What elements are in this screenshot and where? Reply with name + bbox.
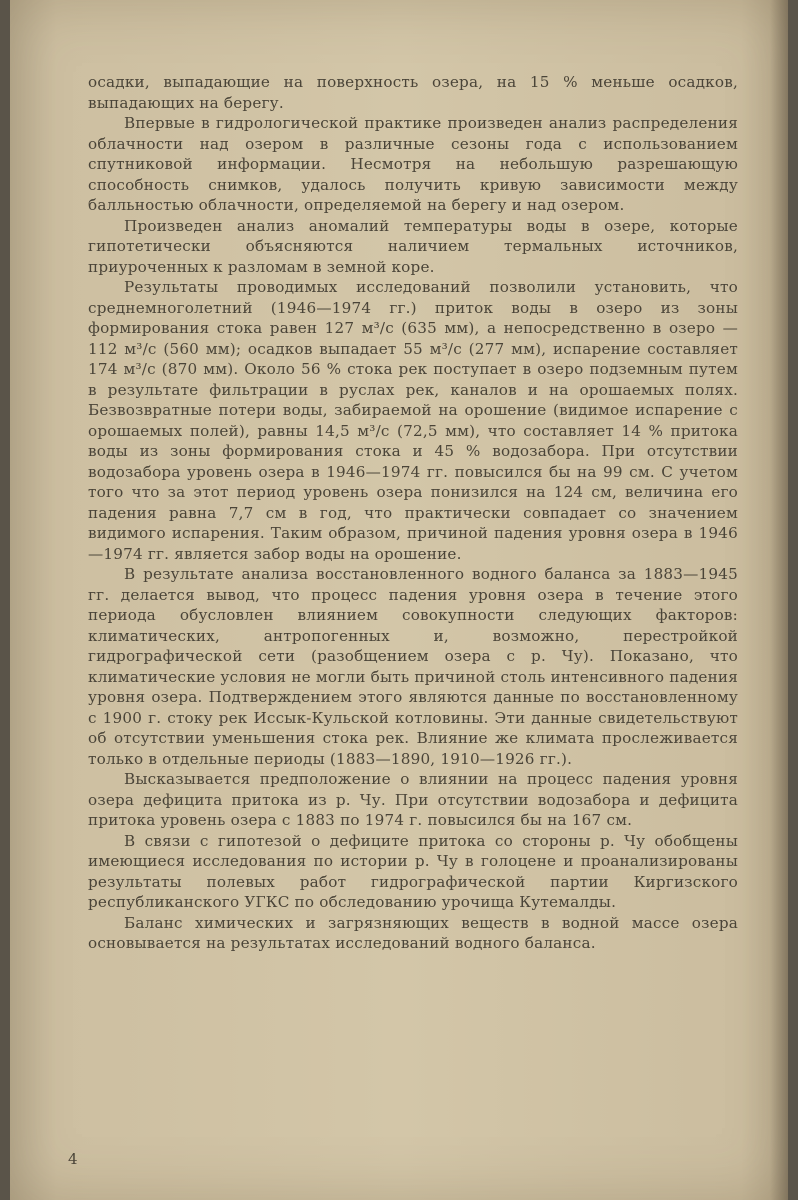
page-number: 4 [68,1150,78,1168]
paragraph-5: В результате анализа восстановленного водного баланса за 1883—1945 гг. делается вывод, что процесс падения уровня озера в течение этого периода обусловлен влиянием совокупности следующих факторов: климатических, антропогенных и, возможно, перестройкой гидрографической сети (разобщением озера с р. Чу). Показано, что климатические условия не могли быть причиной столь интенсивного падения уровня озера. Подтверждением этого являются данные по восстановленному с 1900 г. стоку рек Иссык-Кульской котловины. Эти данные свидетельствуют об отсутствии уменьшения стока рек. Влияние же климата прослеживается только в отдельные периоды (1883—1890, 1910—1926 гг.). [88,565,738,768]
paragraph-8: Баланс химических и загрязняющих веществ в водной массе озера основывается на результатах исследований водного баланса. [88,913,738,952]
paragraph-4: Результаты проводимых исследований позволили установить, что среднемноголетний (1946—1974 гг.) приток воды в озеро из зоны формирования стока равен 127 м³/с (635 мм), а непосредственно в озеро — 112 м³/с (560 мм); осадков выпадает 55 м³/с (277 мм), испарение составляет 174 м³/с (870 мм). Около 56 % стока рек поступает в озеро подземным путем в результате фильтрации в руслах рек, каналов и на орошаемых полях. Безвозвратные потери воды, забираемой на орошение (видимое испарение с орошаемых полей), равны 14,5 м³/с (72,5 мм), что составляет 14 % притока воды из зоны формирования стока и 45 % водозабора. При отсутствии водозабора уровень озера в 1946—1974 гг. повысился бы на 99 см. С учетом того что за этот период уровень озера понизился на 124 см, величина его падения равна 7,7 см в год, что практически совпадает со значением видимого испарения. Таким образом, причиной падения уровня озера в 1946—1974 гг. является забор воды на орошение. [88,278,738,563]
paragraph-3: Произведен анализ аномалий температуры воды в озере, которые гипотетически объясняются наличием термальных источников, приуроченных к разломам в земной коре. [88,216,738,276]
paragraph-7: В связи с гипотезой о дефиците притока со стороны р. Чу обобщены имеющиеся исследования по истории р. Чу в голоцене и проанализированы результаты полевых работ гидрографической партии Киргизского республиканского УГКС по обследованию урочища Кутемалды. [88,831,738,911]
paragraph-6: Высказывается предположение о влиянии на процесс падения уровня озера дефицита притока из р. Чу. При отсутствии водозабора и дефицита притока уровень озера с 1883 по 1974 г. повысился бы на 167 см. [88,770,738,829]
page-edge-shadow [770,0,788,1200]
paragraph-2: Впервые в гидрологической практике произведен анализ распределения облачности над озером в различные сезоны года с использованием спутниковой информации. Несмотря на небольшую разрешающую способность снимков, удалось получить кривую зависимости между балльностью облачности, определяемой на берегу и над озером. [88,114,738,214]
paragraph-1: осадки, выпадающие на поверхность озера, на 15 % меньше осадков, выпадающих на берегу. [88,73,738,112]
body-text [88,72,738,954]
document-page [10,0,788,1200]
